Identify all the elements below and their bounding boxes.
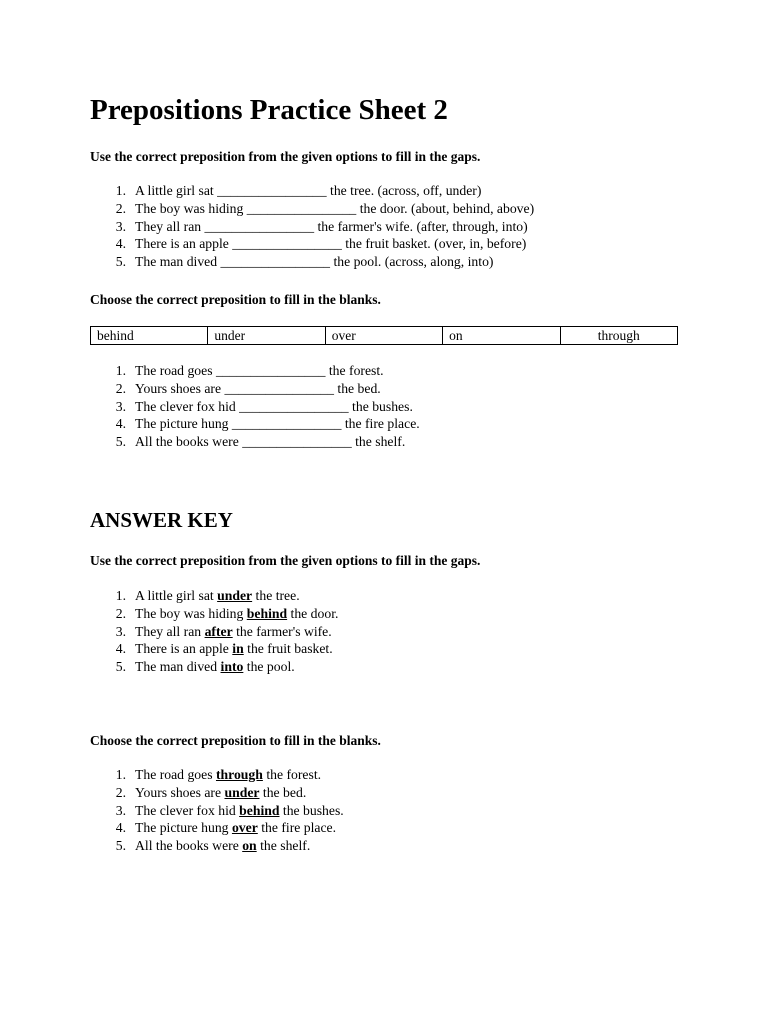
- item-number: 5.: [115, 254, 126, 270]
- sentence-start: A little girl sat: [135, 588, 218, 603]
- item-text: The clever fox hid ________________ the bushes.: [135, 398, 413, 414]
- item-text: All the books were ________________ the shelf.: [135, 434, 406, 450]
- option-cell: over: [325, 327, 442, 345]
- item-text: The boy was hiding ________________ the door. (about, behind, above): [135, 200, 535, 216]
- sentence-end: the pool.: [243, 659, 295, 675]
- answer-word: after: [204, 623, 233, 639]
- item-text: [135, 623, 332, 641]
- item-number: 2.: [115, 605, 126, 621]
- answer-part2-instruction: Choose the correct preposition to fill in the blanks.: [90, 733, 381, 748]
- item-number: 3.: [115, 218, 126, 234]
- sentence-start: The man dived: [135, 659, 221, 675]
- sentence-start: There is an apple: [135, 641, 233, 657]
- page-title: Prepositions Practice Sheet 2: [90, 94, 448, 126]
- sentence-start: The road goes: [135, 767, 216, 782]
- item-number: 1.: [115, 363, 126, 378]
- answer-part1-instruction: Use the correct preposition from the given options to fill in the gaps.: [90, 553, 481, 568]
- sentence-end: the forest.: [262, 767, 322, 782]
- item-text: They all ran ________________ the farmer's wife. (after, through, into): [135, 218, 528, 234]
- sentence-start: The clever fox hid: [135, 802, 240, 818]
- part1-instruction: Use the correct preposition from the given options to fill in the gaps.: [90, 149, 481, 164]
- item-text: [135, 819, 336, 837]
- word-options-table: [90, 326, 678, 345]
- option-cell: behind: [91, 327, 208, 345]
- sentence-end: the tree.: [252, 588, 300, 603]
- answer-word: on: [242, 838, 257, 854]
- answer-word: over: [231, 820, 258, 836]
- sentence-start: The picture hung: [135, 820, 232, 836]
- sentence-end: the bushes.: [279, 802, 344, 818]
- sentence-start: They all ran: [135, 623, 205, 639]
- sentence-end: the shelf.: [256, 838, 311, 854]
- item-number: 1.: [115, 767, 126, 782]
- answer-word: into: [220, 659, 244, 675]
- item-text: [135, 587, 300, 605]
- item-number: 2.: [115, 784, 126, 800]
- option-cell: on: [443, 327, 560, 345]
- item-text: [135, 784, 306, 802]
- answer-word: in: [232, 641, 244, 657]
- answer-word: behind: [239, 802, 280, 818]
- option-cell: under: [208, 327, 325, 345]
- answer-word: through: [215, 767, 263, 782]
- answer-word: behind: [246, 605, 288, 621]
- answer-key-heading: ANSWER KEY: [90, 508, 233, 532]
- sentence-end: the bed.: [259, 784, 307, 800]
- option-cell: through: [560, 327, 677, 345]
- item-text: The road goes ________________ the forest.: [135, 363, 384, 378]
- item-number: 5.: [115, 434, 126, 450]
- item-number: 4.: [115, 416, 126, 432]
- item-number: 3.: [115, 398, 126, 414]
- item-number: 4.: [115, 820, 126, 836]
- sentence-start: Yours shoes are: [135, 784, 225, 800]
- item-number: 5.: [115, 659, 126, 675]
- answer-word: under: [217, 588, 253, 603]
- item-text: Yours shoes are ________________ the bed.: [135, 380, 381, 396]
- item-text: [135, 605, 338, 623]
- sentence-end: the farmer's wife.: [232, 623, 332, 639]
- sentence-end: the fruit basket.: [243, 641, 333, 657]
- item-number: 4.: [115, 236, 126, 252]
- sentence-end: the fire place.: [257, 820, 337, 836]
- item-number: 4.: [115, 641, 126, 657]
- item-number: 1.: [115, 183, 126, 198]
- item-text: The man dived ________________ the pool. (across, along, into): [135, 254, 494, 270]
- item-text: There is an apple ________________ the fruit basket. (over, in, before): [135, 236, 527, 252]
- item-text: [135, 766, 321, 784]
- item-number: 5.: [115, 838, 126, 854]
- item-text: The picture hung ________________ the fire place.: [135, 416, 420, 432]
- sentence-end: the door.: [287, 605, 339, 621]
- item-text: [135, 640, 333, 658]
- sentence-start: The boy was hiding: [135, 605, 247, 621]
- answer-word: under: [224, 784, 260, 800]
- item-number: 1.: [115, 588, 126, 603]
- item-text: [135, 802, 344, 820]
- item-text: A little girl sat ________________ the tree. (across, off, under): [135, 183, 482, 198]
- item-number: 2.: [115, 200, 126, 216]
- item-number: 3.: [115, 623, 126, 639]
- item-text: [135, 837, 310, 855]
- item-number: 2.: [115, 380, 126, 396]
- item-number: 3.: [115, 802, 126, 818]
- part2-instruction: Choose the correct preposition to fill in the blanks.: [90, 292, 381, 307]
- sentence-start: All the books were: [135, 838, 243, 854]
- item-text: [135, 658, 295, 676]
